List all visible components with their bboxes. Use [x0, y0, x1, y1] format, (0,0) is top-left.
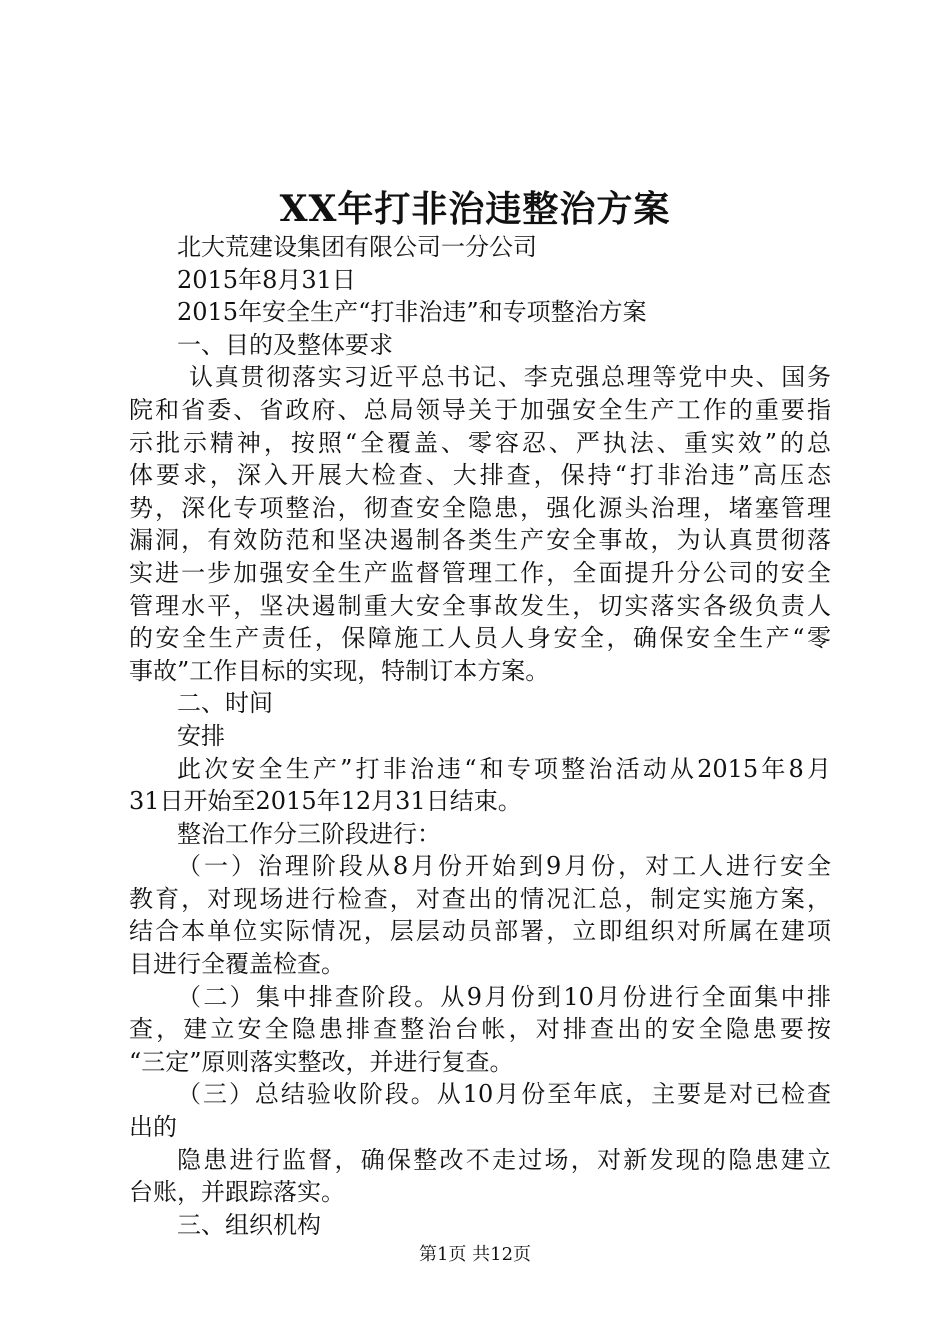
body-line: “三定”原则落实整改，并进行复查。 [129, 1047, 514, 1076]
body-line: 2015年8月31日 [177, 265, 356, 294]
body-line: 体要求，深入开展大检查、大排查，保持“打非治违”高压态 [129, 461, 831, 490]
body-line: 三、组织机构 [177, 1210, 321, 1239]
body-line: 2015年安全生产“打非治违”和专项整治方案 [177, 298, 647, 327]
body-line: 此次安全生产”打非治违“和专项整治活动从2015年8月 [177, 754, 831, 783]
document-title: XX年打非治违整治方案 [279, 188, 671, 230]
body-line: 的安全生产责任，保障施工人员人身安全，确保安全生产“零 [129, 624, 831, 653]
body-line: 管理水平，坚决遏制重大安全事故发生，切实落实各级负责人 [129, 591, 831, 620]
body-line: 事故”工作目标的实现，特制订本方案。 [129, 656, 550, 685]
body-line: 示批示精神，按照“全覆盖、零容忍、严执法、重实效”的总 [129, 428, 831, 457]
body-line: 安排 [177, 721, 225, 750]
body-line: 31日开始至2015年12月31日结束。 [129, 787, 522, 816]
body-line: （二）集中排查阶段。从9月份到10月份进行全面集中排 [177, 982, 831, 1011]
body-line: 一、目的及整体要求 [177, 330, 393, 359]
page-footer: 第1页 共12页 [418, 1244, 532, 1265]
body-line: 出的 [129, 1113, 177, 1142]
body-line: 认真贯彻落实习近平总书记、李克强总理等党中央、国务 [189, 363, 831, 392]
document-body [129, 231, 831, 1241]
body-line: 二、时间 [177, 689, 273, 718]
body-line: 目进行全覆盖检查。 [129, 950, 345, 979]
body-line: 查，建立安全隐患排查整治台帐，对排查出的安全隐患要按 [129, 1015, 831, 1044]
body-line: 隐患进行监督，确保整改不走过场，对新发现的隐患建立 [177, 1145, 831, 1174]
body-line: 整治工作分三阶段进行： [177, 819, 441, 848]
body-line: 北大荒建设集团有限公司一分公司 [177, 233, 537, 261]
body-line: 台账，并跟踪落实。 [129, 1178, 345, 1207]
body-line: 结合本单位实际情况，层层动员部署，立即组织对所属在建项 [129, 917, 831, 946]
body-line: 漏洞，有效防范和坚决遏制各类生产安全事故，为认真贯彻落 [129, 526, 831, 555]
body-line: 教育，对现场进行检查，对查出的情况汇总，制定实施方案， [129, 884, 831, 913]
body-line: 院和省委、省政府、总局领导关于加强安全生产工作的重要指 [129, 395, 831, 424]
body-line: 实进一步加强安全生产监督管理工作，全面提升分公司的安全 [129, 558, 831, 587]
body-line: 势，深化专项整治，彻查安全隐患，强化源头治理，堵塞管理 [129, 493, 831, 522]
body-line: （一）治理阶段从8月份开始到9月份，对工人进行安全 [177, 852, 831, 881]
body-line: （三）总结验收阶段。从10月份至年底，主要是对已检查 [177, 1080, 831, 1109]
